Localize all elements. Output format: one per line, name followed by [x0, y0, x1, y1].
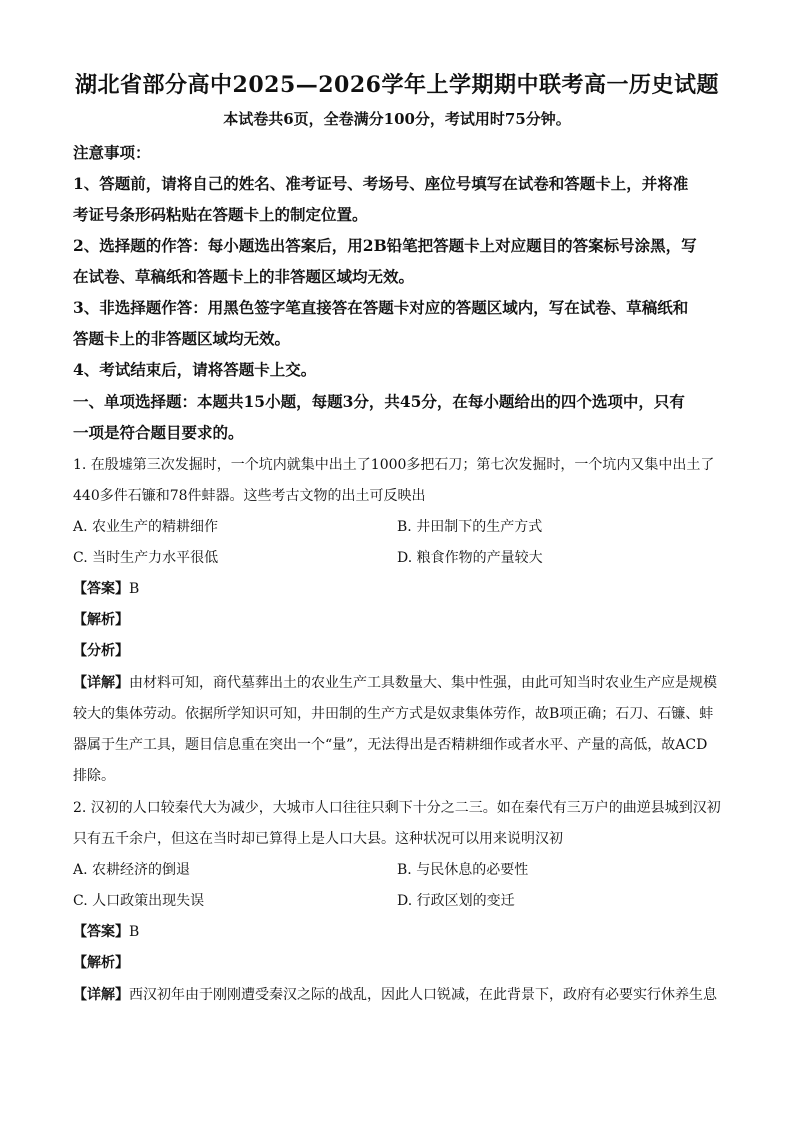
q1-option-b: B. 井田制下的生产方式: [397, 519, 543, 535]
q1-answer: [73, 578, 733, 598]
notes-line: 1、答题前，请将自己的姓名、准考证号、考场号、座位号填写在试卷和答题卡上，并将准: [73, 174, 689, 193]
detail-text: 由材料可知，商代墓葬出土的农业生产工具数量大、集中性强，由此可知当时农业生产应是规模: [129, 675, 717, 691]
page-subtitle: 本试卷共6页，全卷满分100分，考试用时75分钟。: [223, 110, 571, 128]
notes-line: 在试卷、草稿纸和答题卡上的非答题区域均无效。: [73, 267, 415, 286]
page-title: 湖北省部分高中2025—2026学年上学期期中联考高一历史试题: [75, 72, 719, 98]
q2-option-c: C. 人口政策出现失误: [73, 893, 205, 909]
q2-detail: [73, 984, 733, 1004]
q1-detail: 较大的集体劳动。依据所学知识可知，井田制的生产方式是奴隶集体劳作，故B项正确；石刀、石镰、蚌: [73, 706, 714, 722]
notes-line: 答题卡上的非答题区域均无效。: [73, 329, 291, 348]
notes-heading: 注意事项：: [73, 143, 151, 162]
notes-line: 4、考试结束后，请将答题卡上交。: [73, 360, 317, 379]
q2-option-d: D. 行政区划的变迁: [397, 893, 515, 909]
q2-option-b: B. 与民休息的必要性: [397, 862, 529, 878]
q2-option-a: A. 农耕经济的倒退: [73, 862, 191, 878]
q2-answer: [73, 921, 733, 941]
q1-detail: [73, 672, 733, 692]
section-heading: 一、单项选择题：本题共15小题，每题3分，共45分，在每小题给出的四个选项中，只有: [73, 392, 685, 411]
notes-line: 2、选择题的作答：每小题选出答案后，用2B铅笔把答题卡上对应题目的答案标号涂黑，写: [73, 236, 697, 255]
answer-value: B: [129, 924, 140, 940]
answer-tag: 【答案】: [73, 581, 129, 597]
q1-detail: 排除。: [73, 768, 115, 784]
q1-option-a: A. 农业生产的精耕细作: [73, 519, 219, 535]
question-2-stem: 2. 汉初的人口较秦代大为减少，大城市人口往往只剩下十分之二三。如在秦代有三万户的曲逆县城到汉初: [73, 800, 721, 816]
detail-text: 西汉初年由于刚刚遭受秦汉之际的战乱，因此人口锐减，在此背景下，政府有必要实行休养生息: [129, 987, 717, 1003]
notes-line: 3、非选择题作答：用黑色签字笔直接答在答题卡对应的答题区域内，写在试卷、草稿纸和: [73, 298, 689, 317]
question-1-stem: 440多件石镰和78件蚌器。这些考古文物的出土可反映出: [73, 488, 426, 504]
notes-line: 考证号条形码粘贴在答题卡上的制定位置。: [73, 205, 368, 224]
section-heading: 一项是符合题目要求的。: [73, 423, 244, 442]
q1-fenxi-tag: 【分析】: [73, 643, 129, 659]
q1-detail: 器属于生产工具，题目信息重在突出一个“量”，无法得出是否精耕细作或者水平、产量的高低，故ACD: [73, 737, 708, 753]
q1-option-d: D. 粮食作物的产量较大: [397, 550, 543, 566]
question-2-stem: 只有五千余户，但这在当时却已算得上是人口大县。这种状况可以用来说明汉初: [73, 831, 563, 847]
q1-analysis-tag: 【解析】: [73, 612, 129, 628]
answer-tag: 【答案】: [73, 924, 129, 940]
detail-tag: 【详解】: [73, 675, 129, 691]
question-1-stem: 1. 在殷墟第三次发掘时，一个坑内就集中出土了1000多把石刀；第七次发掘时，一个坑内又集中出土了: [73, 457, 715, 473]
detail-tag: 【详解】: [73, 987, 129, 1003]
q1-option-c: C. 当时生产力水平很低: [73, 550, 219, 566]
q2-analysis-tag: 【解析】: [73, 955, 129, 971]
answer-value: B: [129, 581, 140, 597]
